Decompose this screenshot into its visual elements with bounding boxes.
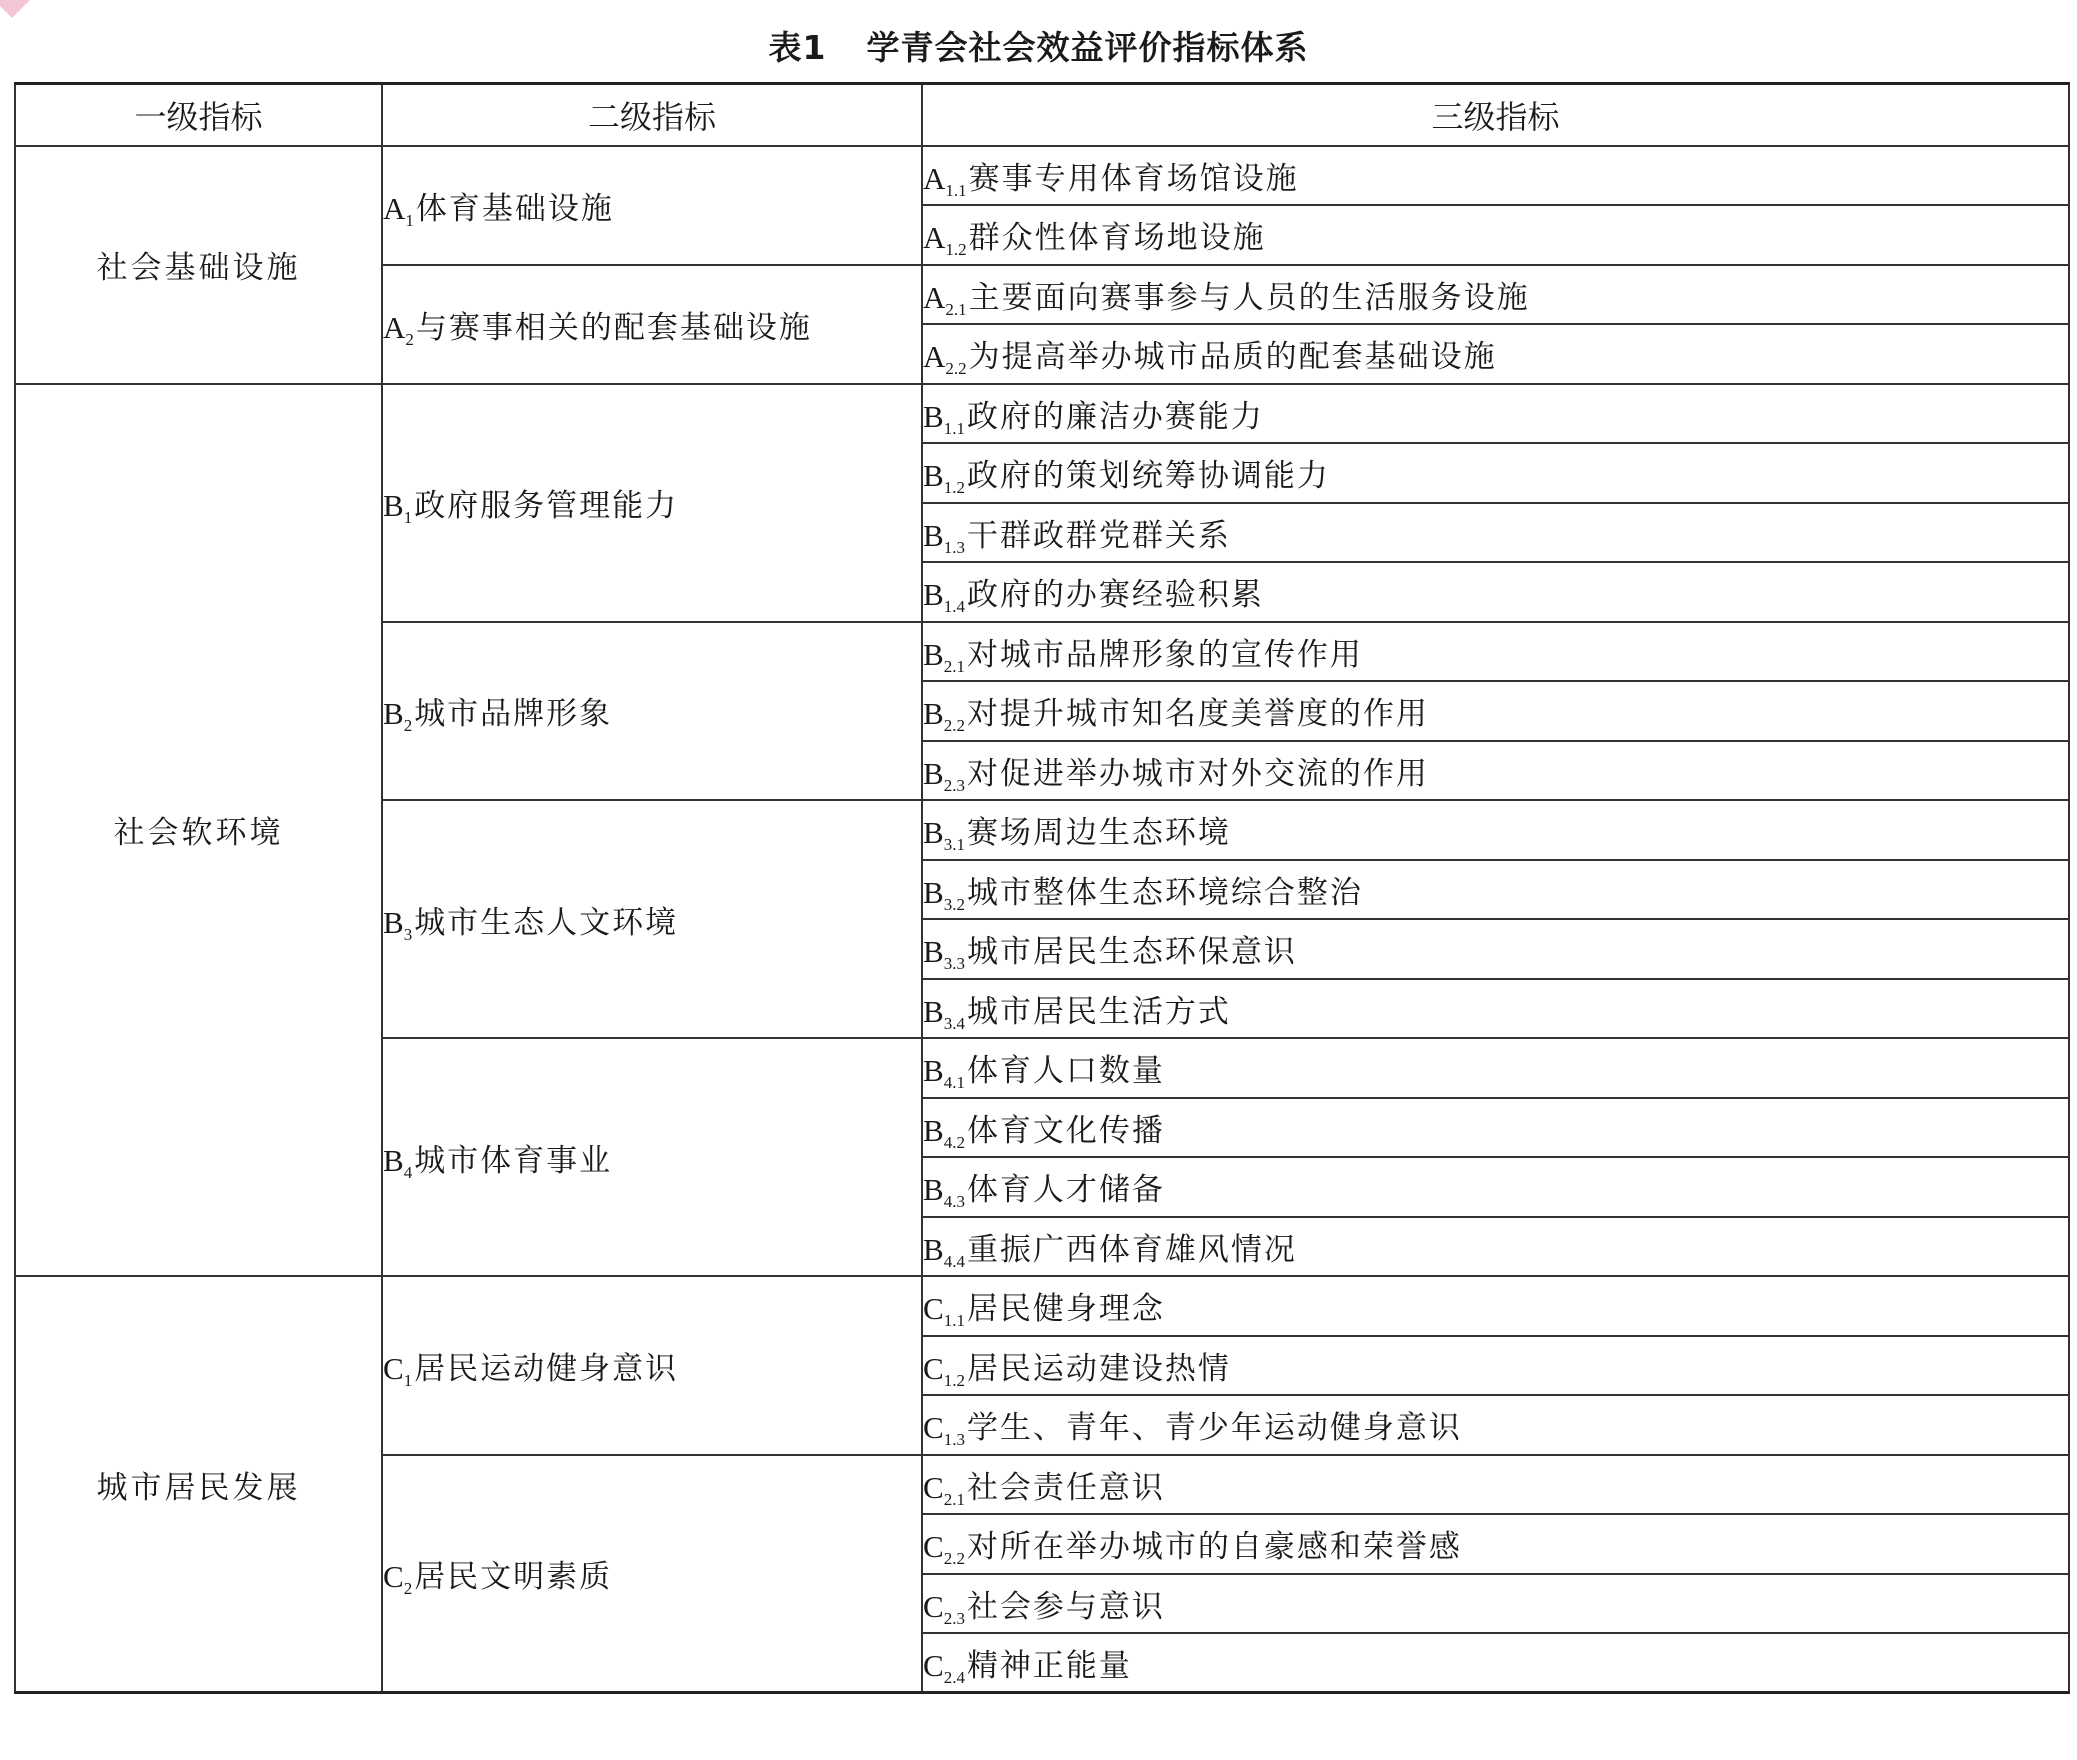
- indicator-letter: B: [923, 636, 944, 672]
- indicator-subscript: 1: [405, 210, 414, 230]
- table-body: [15, 146, 2069, 1693]
- indicator-subscript: 1.3: [943, 537, 965, 557]
- level3-cell: [922, 1157, 2069, 1217]
- level3-cell: [922, 1276, 2069, 1336]
- indicator-subscript: 3: [403, 924, 413, 944]
- indicator-subscript: 1.2: [943, 1370, 965, 1390]
- indicator-subscript: 1.1: [943, 1311, 965, 1331]
- indicator-subscript: 2: [403, 716, 413, 736]
- indicator-text: 城市体育事业: [414, 1142, 613, 1179]
- indicator-text: 赛事专用体育场馆设施: [968, 160, 1299, 197]
- indicator-subscript: 4.1: [943, 1073, 965, 1093]
- indicator-text: 政府的策划统筹协调能力: [966, 458, 1330, 495]
- indicator-text: 居民健身理念: [966, 1291, 1165, 1328]
- level3-cell: [922, 503, 2069, 563]
- indicator-text: 主要面向赛事参与人员的生活服务设施: [968, 279, 1530, 316]
- level2-cell: [382, 800, 922, 1038]
- indicator-subscript: 1.3: [943, 1430, 965, 1450]
- header-row: [15, 84, 2069, 146]
- indicator-letter: B: [923, 696, 944, 732]
- indicator-letter: B: [923, 755, 944, 791]
- indicator-subscript: 4.2: [943, 1132, 965, 1152]
- level2-cell: [382, 146, 922, 265]
- indicator-text: 学生、青年、青少年运动健身意识: [966, 1410, 1462, 1447]
- indicator-letter: B: [383, 488, 404, 523]
- indicator-letter: B: [383, 904, 404, 940]
- level3-cell: [922, 1455, 2069, 1515]
- level3-cell: [922, 979, 2069, 1039]
- corner-mark: [0, 0, 34, 18]
- indicator-letter: C: [923, 1350, 944, 1386]
- indicator-subscript: 2.2: [943, 716, 965, 736]
- level3-cell: [922, 205, 2069, 265]
- table-title: 学青会社会效益评价指标体系: [866, 28, 1309, 67]
- indicator-subscript: 4: [403, 1162, 413, 1182]
- indicator-letter: B: [923, 517, 944, 553]
- indicator-text: 重振广西体育雄风情况: [966, 1231, 1297, 1268]
- indicator-subscript: 1.4: [943, 597, 965, 617]
- level3-cell: [922, 1217, 2069, 1277]
- indicator-text: 社会参与意识: [966, 1588, 1165, 1625]
- indicator-text: 居民运动健身意识: [414, 1350, 679, 1387]
- indicator-text: 与赛事相关的配套基础设施: [415, 309, 812, 346]
- indicator-subscript: 2.4: [943, 1668, 965, 1687]
- indicator-letter: B: [923, 458, 944, 494]
- indicator-letter: B: [923, 1112, 944, 1148]
- level1-cell: 城市居民发展: [15, 1276, 382, 1693]
- level3-cell: [922, 681, 2069, 741]
- indicator-subscript: 2.1: [943, 656, 965, 676]
- level3-cell: [922, 324, 2069, 384]
- table-row: [15, 1276, 2069, 1336]
- level3-cell: [922, 1633, 2069, 1693]
- level3-cell: [922, 919, 2069, 979]
- indicator-letter: A: [383, 309, 406, 345]
- indicator-subscript: 1.2: [943, 478, 965, 498]
- indicator-letter: C: [923, 1588, 944, 1624]
- level3-cell: [922, 860, 2069, 920]
- indicator-text: 体育人口数量: [966, 1053, 1165, 1090]
- indicator-subscript: 3.1: [943, 835, 965, 855]
- indicator-letter: B: [923, 577, 944, 613]
- indicator-subscript: 2.1: [945, 299, 967, 319]
- indicator-subscript: 2.3: [943, 1608, 965, 1628]
- indicator-text: 为提高举办城市品质的配套基础设施: [968, 339, 1497, 376]
- indicator-letter: A: [383, 190, 406, 226]
- indicator-letter: B: [383, 696, 404, 732]
- indicator-letter: C: [383, 1558, 404, 1594]
- header-level1: 一级指标: [15, 84, 382, 146]
- indicator-letter: B: [923, 815, 944, 851]
- indicator-text: 政府的廉洁办赛能力: [966, 398, 1264, 435]
- indicator-subscript: 1.2: [945, 240, 967, 260]
- indicator-text: 对城市品牌形象的宣传作用: [966, 636, 1363, 673]
- indicator-letter: C: [923, 1291, 944, 1327]
- indicator-subscript: 1: [403, 508, 413, 527]
- indicator-subscript: 3.2: [943, 894, 965, 914]
- indicator-subscript: 2.1: [943, 1489, 965, 1509]
- indicator-subscript: 3.3: [943, 954, 965, 974]
- level3-cell: [922, 800, 2069, 860]
- indicator-subscript: 2: [403, 1578, 413, 1598]
- indicator-letter: B: [923, 1231, 944, 1267]
- level3-cell: [922, 741, 2069, 801]
- indicator-subscript: 1.1: [945, 180, 967, 200]
- indicator-subscript: 3.4: [943, 1013, 965, 1033]
- indicator-text: 对提升城市知名度美誉度的作用: [966, 696, 1429, 733]
- table-row: [15, 384, 2069, 444]
- indicator-letter: B: [923, 993, 944, 1029]
- indicator-text: 对促进举办城市对外交流的作用: [966, 755, 1429, 792]
- indicator-letter: A: [923, 220, 946, 256]
- indicator-letter: A: [923, 160, 946, 196]
- indicator-letter: B: [923, 398, 944, 434]
- indicator-text: 群众性体育场地设施: [968, 220, 1266, 257]
- level2-cell: [382, 1038, 922, 1276]
- indicator-text: 居民运动建设热情: [966, 1350, 1231, 1387]
- indicator-text: 居民文明素质: [414, 1558, 613, 1595]
- indicator-subscript: 1: [403, 1370, 413, 1390]
- level2-cell: [382, 265, 922, 384]
- level3-cell: [922, 1574, 2069, 1634]
- level2-cell: [382, 1455, 922, 1693]
- indicator-letter: A: [923, 339, 946, 375]
- indicator-text: 干群政群党群关系: [966, 517, 1231, 554]
- level3-cell: [922, 1336, 2069, 1396]
- indicator-letter: C: [923, 1410, 944, 1446]
- indicator-text: 赛场周边生态环境: [966, 815, 1231, 852]
- indicator-subscript: 2.2: [945, 359, 967, 379]
- indicator-text: 城市整体生态环境综合整治: [966, 874, 1363, 911]
- indicator-letter: B: [383, 1142, 404, 1178]
- indicator-letter: B: [923, 1053, 944, 1089]
- indicator-subscript: 2: [405, 329, 414, 349]
- indicator-subscript: 1.1: [943, 418, 965, 438]
- indicator-text: 精神正能量: [966, 1648, 1132, 1684]
- indicator-text: 体育文化传播: [966, 1112, 1165, 1149]
- indicator-letter: A: [923, 279, 946, 315]
- level3-cell: [922, 384, 2069, 444]
- indicator-letter: B: [923, 1172, 944, 1208]
- level3-cell: [922, 1098, 2069, 1158]
- level3-cell: [922, 562, 2069, 622]
- indicator-letter: B: [923, 934, 944, 970]
- level2-cell: [382, 1276, 922, 1455]
- level1-cell: 社会软环境: [15, 384, 382, 1277]
- level2-cell: [382, 384, 922, 622]
- level2-cell: [382, 622, 922, 801]
- level3-cell: [922, 1395, 2069, 1455]
- level1-cell: 社会基础设施: [15, 146, 382, 384]
- indicator-subscript: 2.3: [943, 775, 965, 795]
- indicator-subscript: 4.3: [943, 1192, 965, 1212]
- indicator-text: 体育基础设施: [415, 190, 614, 227]
- level3-cell: [922, 443, 2069, 503]
- level3-cell: [922, 622, 2069, 682]
- indicator-text: 政府服务管理能力: [414, 488, 679, 524]
- indicator-table: [14, 82, 2070, 1694]
- table-number: 表1: [768, 28, 827, 67]
- level3-cell: [922, 146, 2069, 206]
- indicator-text: 社会责任意识: [966, 1469, 1165, 1506]
- level3-cell: [922, 265, 2069, 325]
- header-level3: 三级指标: [922, 84, 2069, 146]
- level3-cell: [922, 1514, 2069, 1574]
- indicator-text: 城市品牌形象: [414, 696, 613, 733]
- indicator-text: 城市居民生态环保意识: [966, 934, 1297, 971]
- indicator-letter: C: [923, 1469, 944, 1505]
- indicator-letter: B: [923, 874, 944, 910]
- indicator-text: 城市生态人文环境: [414, 904, 679, 941]
- table-row: [15, 146, 2069, 206]
- indicator-text: 对所在举办城市的自豪感和荣誉感: [966, 1529, 1462, 1566]
- indicator-letter: C: [923, 1529, 944, 1565]
- level3-cell: [922, 1038, 2069, 1098]
- indicator-letter: C: [383, 1350, 404, 1386]
- indicator-text: 体育人才储备: [966, 1172, 1165, 1209]
- indicator-subscript: 2.2: [943, 1549, 965, 1569]
- table-caption: [0, 22, 2077, 69]
- indicator-text: 城市居民生活方式: [966, 993, 1231, 1030]
- indicator-subscript: 4.4: [943, 1251, 965, 1271]
- header-level2: 二级指标: [382, 84, 922, 146]
- indicator-letter: C: [923, 1648, 944, 1683]
- indicator-text: 政府的办赛经验积累: [966, 577, 1264, 614]
